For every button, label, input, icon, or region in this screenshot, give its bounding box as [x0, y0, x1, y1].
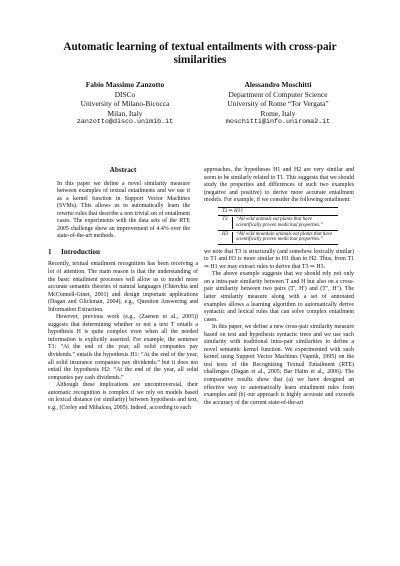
author-affiliation: DISCo — [114, 89, 136, 99]
body-paragraph: The above example suggests that we should rely not only on a intra-pair similarity between T and H but also on a cross-pair similarity between two pairs (T′, H′) and (T″, H″). The latter similarity measure along with a set of annotated examples allows a learning algorithm to automatically derive syntactic and lexical rules that can solve complex entailment cases. — [204, 271, 354, 323]
author-email: moschitti@info.uniroma2.it — [225, 118, 331, 127]
author-name: Alessandro Moschitti — [244, 80, 312, 89]
table-row — [218, 216, 338, 229]
author-university: University of Rome “Tor Vergata” — [227, 99, 329, 109]
row-text: “All wild mountain animals eat plants that have scientifically proven medicinal properties.” — [236, 231, 333, 243]
author-affiliation: Department of Computer Science — [228, 89, 328, 99]
author-city: Rome, Italy — [260, 108, 296, 118]
paper-title: Automatic learning of textual entailments with cross-pair similarities — [63, 41, 337, 66]
row-label: H3 — [218, 232, 233, 243]
example-table — [218, 207, 338, 245]
body-paragraph: In this paper, we define a new cross-pair similarity measure based on text and hypothesis syntactic trees and we use such similarity with traditional intra-pair similarities to define a novel semantic kernel function. We experimented with such kernel using Support Vector Machines (Vapnik, 1995) on the test tests of the Recognizing Textual Entailment (RTE) challenges (Dagan et al., 2005; Bar Haim et al., 2006). The comparative results show that (a) we have designed an effective way to automatically learn entailment rules from examples and (b) our approach is highly accurate and exceeds the accuracy of the current state-of-the-art — [204, 324, 354, 406]
table-row — [218, 230, 338, 244]
table-header: T3 ⇒ H3? — [218, 208, 338, 217]
author-block-2 — [203, 80, 353, 128]
row-label: T3 — [218, 217, 233, 228]
author-name: Fabio Massimo Zanzotto — [85, 80, 165, 89]
abstract-heading: Abstract — [109, 166, 137, 174]
author-email: zanzotto@disco.unimib.it — [76, 118, 174, 127]
body-paragraph: However, previous work (e.g., (Zaenen et al., 2005)) suggests that determining whether or not a text T entails a hypothesis H is quite complex even when all the needed information is explicitly asserted. For example, the sentence T1: “At the end of the year, all solid companies pay dividends.” entails the hypothesis H1: “At the end of the year, all solid insurance companies pay dividends.” but it does not entail the hypothesis H2: “At the end of the year, all solid companies pay cash dividends.” — [48, 314, 198, 381]
right-column — [204, 167, 354, 407]
section-number: 1 — [48, 247, 52, 256]
row-text: “All wild animals eat plants that have scientifically proven medicinal properties.” — [236, 217, 324, 228]
author-block-1 — [50, 80, 200, 128]
body-paragraph: we note that T3 is structurally (and somehow lexically similar) to T1 and H3 is more similar to H1 than to H2. Thus, from T1 ⇒ H1 we may extract rules to derive that T3 ⇒ H3. — [204, 248, 354, 270]
body-paragraph: approaches, the hypotheses H1 and H2 are very similar and seem to be similarly related to T1. This suggests that we should study the properties and differences of such two examples (negative and positive) to derive more accurate entailment models. For example, if we consider the following entailment: — [204, 167, 354, 204]
section-heading — [48, 249, 198, 257]
body-paragraph: Recently, textual entailment recognition has been receiving a lot of attention. The main reason is that the understanding of the basic entailment processes will allow us to model more accurate semantic theories of natural languages (Chierchia and McConnell-Ginet, 2001) and design important applications (Dagan and Glickman, 2004), e.g., Question Answering and Information Extraction. — [48, 261, 198, 313]
left-column — [48, 167, 198, 412]
author-city: Milan, Italy — [107, 108, 143, 118]
abstract-text: In this paper we define a novel similarity measure between examples of textual entailments and we use it as a kernel function in Support Vector Machines (SVMs). This allows us to automatically learn the rewrite rules that describe a non trivial set of entailment cases. The experiments with the data sets of the RTE 2005 challenge show an improvement of 4.4% over the state-of-the-art methods. — [57, 180, 190, 240]
section-title: Introduction — [61, 247, 101, 256]
body-paragraph: Although these implications are uncontroversial, their automatic recognition is complex if we rely on models based on lexical distance (or similarity) between hypothesis and text, e.g., (Corley and Mihalcea, 2005). Indeed, according to such — [48, 382, 198, 411]
author-university: University of Milano-Bicocca — [80, 99, 170, 109]
